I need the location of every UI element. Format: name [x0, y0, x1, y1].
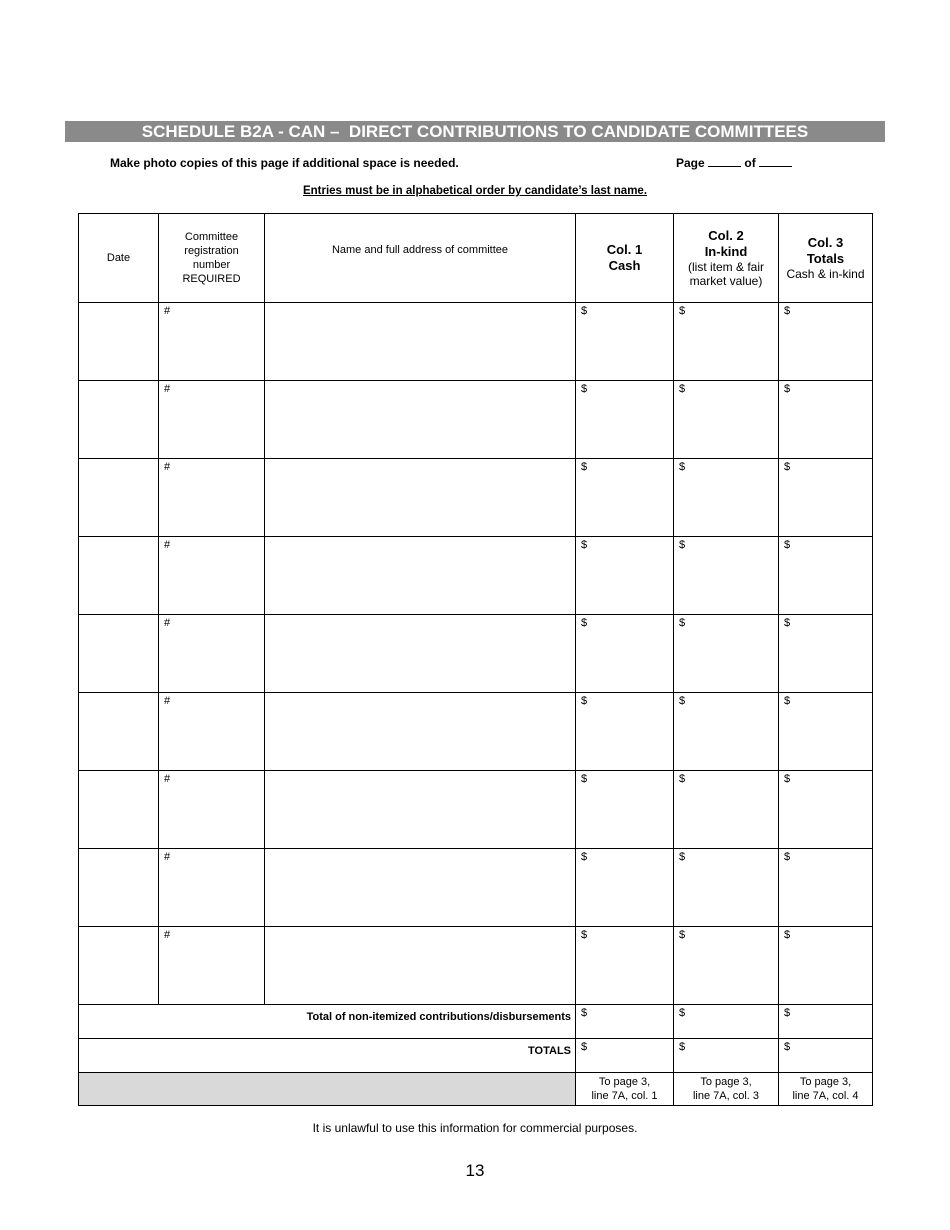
registration-cell[interactable]: [159, 459, 265, 537]
header-date: Date: [79, 214, 159, 303]
hash-mark: #: [164, 305, 171, 317]
to-page-col1: [576, 1073, 674, 1106]
page-of-label: of: [744, 156, 756, 170]
name-address-cell[interactable]: [265, 537, 576, 615]
name-address-cell[interactable]: [265, 303, 576, 381]
dollar-mark: $: [581, 1007, 588, 1019]
contributions-table: [78, 213, 873, 1106]
date-cell[interactable]: [79, 459, 159, 537]
cash-cell[interactable]: [576, 537, 674, 615]
name-address-cell[interactable]: [265, 771, 576, 849]
date-cell[interactable]: [79, 849, 159, 927]
totals-cell[interactable]: [779, 771, 873, 849]
dollar-mark: $: [581, 1041, 588, 1053]
dollar-mark: $: [581, 461, 588, 473]
inkind-cell[interactable]: [674, 537, 779, 615]
header-col1-line2: Cash: [608, 258, 641, 273]
registration-cell[interactable]: [159, 381, 265, 459]
nonitemized-row: [79, 1005, 873, 1039]
shaded-cell: [79, 1073, 576, 1106]
dollar-mark: $: [581, 851, 588, 863]
header-col2-sub: (list item & fair: [687, 260, 764, 274]
cash-cell[interactable]: [576, 927, 674, 1005]
cash-cell[interactable]: [576, 459, 674, 537]
header-col2: [674, 214, 779, 303]
totals-cash-cell[interactable]: [576, 1039, 674, 1073]
schedule-title: SCHEDULE B2A - CAN – DIRECT CONTRIBUTIONS TO CANDIDATE COMMITTEES: [65, 121, 885, 142]
dollar-mark: $: [679, 1007, 686, 1019]
dollar-mark: $: [784, 1007, 791, 1019]
inkind-cell[interactable]: [674, 615, 779, 693]
hash-mark: #: [164, 617, 171, 629]
dollar-mark: $: [679, 383, 686, 395]
nonitemized-cash-cell[interactable]: [576, 1005, 674, 1039]
dollar-mark: $: [679, 617, 686, 629]
dollar-mark: $: [784, 383, 791, 395]
totals-cell[interactable]: [779, 615, 873, 693]
dollar-mark: $: [784, 305, 791, 317]
entry-row: [79, 615, 873, 693]
name-address-cell[interactable]: [265, 459, 576, 537]
hash-mark: #: [164, 851, 171, 863]
to-page-col3: [779, 1073, 873, 1106]
registration-cell[interactable]: [159, 771, 265, 849]
page-number-field[interactable]: [708, 157, 741, 167]
name-address-cell[interactable]: [265, 927, 576, 1005]
header-reg-line: registration: [184, 245, 239, 257]
registration-cell[interactable]: [159, 927, 265, 1005]
entry-row: [79, 693, 873, 771]
totals-cell[interactable]: [779, 927, 873, 1005]
to-page-line: line 7A, col. 3: [692, 1090, 760, 1102]
cash-cell[interactable]: [576, 615, 674, 693]
hash-mark: #: [164, 773, 171, 785]
header-reg-line: number: [192, 259, 231, 271]
inkind-cell[interactable]: [674, 381, 779, 459]
header-col1: [576, 214, 674, 303]
registration-cell[interactable]: [159, 303, 265, 381]
dollar-mark: $: [784, 539, 791, 551]
to-page-row: [79, 1073, 873, 1106]
cash-cell[interactable]: [576, 303, 674, 381]
totals-label: TOTALS: [79, 1039, 576, 1073]
registration-cell[interactable]: [159, 537, 265, 615]
date-cell[interactable]: [79, 303, 159, 381]
dollar-mark: $: [581, 539, 588, 551]
commercial-use-warning: It is unlawful to use this information for commercial purposes.: [312, 1121, 638, 1135]
totals-cell[interactable]: [779, 381, 873, 459]
header-reg-line: REQUIRED: [182, 273, 241, 285]
date-cell[interactable]: [79, 537, 159, 615]
dollar-mark: $: [784, 929, 791, 941]
to-page-line: To page 3,: [799, 1076, 852, 1088]
dollar-mark: $: [679, 695, 686, 707]
inkind-cell[interactable]: [674, 459, 779, 537]
dollar-mark: $: [784, 773, 791, 785]
hash-mark: #: [164, 383, 171, 395]
inkind-cell[interactable]: [674, 849, 779, 927]
name-address-cell[interactable]: [265, 849, 576, 927]
to-page-line: line 7A, col. 1: [591, 1090, 658, 1102]
entry-row: [79, 771, 873, 849]
date-cell[interactable]: [79, 927, 159, 1005]
dollar-mark: $: [679, 1041, 686, 1053]
dollar-mark: $: [784, 695, 791, 707]
cash-cell[interactable]: [576, 849, 674, 927]
dollar-mark: $: [581, 617, 588, 629]
entry-row: [79, 303, 873, 381]
entry-row: [79, 537, 873, 615]
dollar-mark: $: [581, 695, 588, 707]
dollar-mark: $: [581, 305, 588, 317]
totals-cell[interactable]: [779, 537, 873, 615]
entry-row: [79, 459, 873, 537]
page-total-field[interactable]: [759, 157, 792, 167]
entry-row: [79, 381, 873, 459]
totals-cell[interactable]: [779, 849, 873, 927]
date-cell[interactable]: [79, 615, 159, 693]
totals-cell[interactable]: [779, 303, 873, 381]
to-page-line: To page 3,: [700, 1076, 752, 1088]
header-name-address: [265, 214, 576, 303]
alphabetical-order-note: Entries must be in alphabetical order by candidate’s last name.: [302, 185, 648, 197]
dollar-mark: $: [679, 773, 686, 785]
page-number: 13: [465, 1161, 485, 1180]
dollar-mark: $: [581, 929, 588, 941]
inkind-cell[interactable]: [674, 303, 779, 381]
dollar-mark: $: [679, 929, 686, 941]
date-cell[interactable]: [79, 381, 159, 459]
dollar-mark: $: [784, 617, 791, 629]
registration-cell[interactable]: [159, 849, 265, 927]
to-page-col2: [674, 1073, 779, 1106]
nonitemized-inkind-cell[interactable]: [674, 1005, 779, 1039]
dollar-mark: $: [784, 461, 791, 473]
header-row: [79, 214, 873, 303]
totals-cell[interactable]: [779, 693, 873, 771]
dollar-mark: $: [784, 1041, 791, 1053]
header-col2-line1: Col. 2: [708, 228, 744, 243]
page-label: Page: [676, 156, 705, 170]
hash-mark: #: [164, 929, 171, 941]
header-col3-line2: Totals: [806, 251, 845, 266]
page-indicator: [676, 156, 792, 170]
header-col3: [779, 214, 873, 303]
hash-mark: #: [164, 695, 171, 707]
header-col3-line1: Col. 3: [807, 235, 844, 250]
date-cell[interactable]: [79, 771, 159, 849]
dollar-mark: $: [581, 773, 588, 785]
dollar-mark: $: [679, 305, 686, 317]
entry-row: [79, 927, 873, 1005]
nonitemized-total-cell[interactable]: [779, 1005, 873, 1039]
cash-cell[interactable]: [576, 693, 674, 771]
totals-cell[interactable]: [779, 459, 873, 537]
totals-total-cell[interactable]: [779, 1039, 873, 1073]
dollar-mark: $: [784, 851, 791, 863]
name-address-cell[interactable]: [265, 381, 576, 459]
to-page-line: To page 3,: [598, 1076, 651, 1088]
dollar-mark: $: [679, 461, 686, 473]
to-page-line: line 7A, col. 4: [792, 1090, 859, 1102]
totals-inkind-cell[interactable]: [674, 1039, 779, 1073]
header-col3-sub: Cash & in-kind: [786, 267, 865, 281]
cash-cell[interactable]: [576, 771, 674, 849]
header-registration: [159, 214, 265, 303]
header-col1-line1: Col. 1: [606, 242, 643, 257]
totals-row: [79, 1039, 873, 1073]
date-cell[interactable]: [79, 693, 159, 771]
hash-mark: #: [164, 461, 171, 473]
photocopy-instructions: Make photo copies of this page if additional space is needed.: [110, 156, 459, 170]
registration-cell[interactable]: [159, 693, 265, 771]
nonitemized-label: Total of non-itemized contributions/disbursements: [79, 1005, 576, 1039]
name-address-cell[interactable]: [265, 693, 576, 771]
header-col2-line2: In-kind: [704, 244, 748, 259]
header-name-text: Name and full address of committee: [331, 244, 509, 256]
entry-row: [79, 849, 873, 927]
registration-cell[interactable]: [159, 615, 265, 693]
header-col2-sub: market value): [689, 274, 763, 288]
name-address-cell[interactable]: [265, 615, 576, 693]
dollar-mark: $: [679, 851, 686, 863]
dollar-mark: $: [679, 539, 686, 551]
cash-cell[interactable]: [576, 381, 674, 459]
inkind-cell[interactable]: [674, 693, 779, 771]
inkind-cell[interactable]: [674, 927, 779, 1005]
dollar-mark: $: [581, 383, 588, 395]
header-reg-line: Committee: [184, 231, 239, 243]
inkind-cell[interactable]: [674, 771, 779, 849]
hash-mark: #: [164, 539, 171, 551]
